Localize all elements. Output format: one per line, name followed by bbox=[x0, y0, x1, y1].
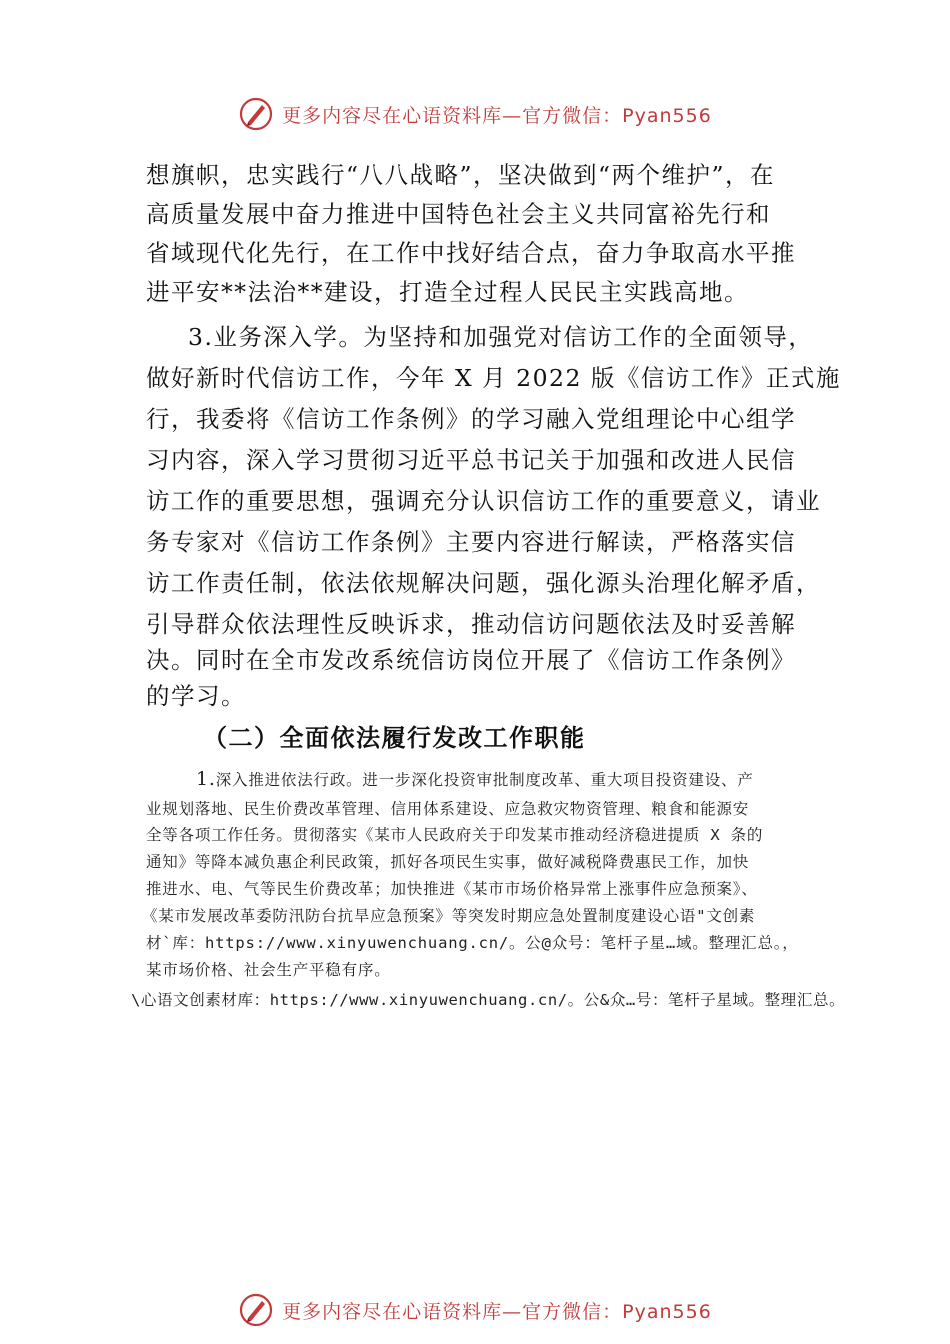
footer-banner bbox=[0, 1290, 950, 1330]
body-line: 习内容，深入学习贯彻习近平总书记关于加强和改进人民信 bbox=[146, 446, 796, 474]
item-number: 1. bbox=[196, 768, 216, 790]
source-note-line: \心语文创素材库：https://www.xinyuwenchuang.cn/。公&众…号：笔杆子星域。整理汇总。 bbox=[131, 991, 846, 1009]
body-line: 高质量发展中奋力推进中国特色社会主义共同富裕先行和 bbox=[146, 200, 771, 228]
item-1-line: 某市场价格、社会生产平稳有序。 bbox=[146, 961, 391, 979]
body-line: 省域现代化先行，在工作中找好结合点，奋力争取高水平推 bbox=[146, 239, 796, 267]
body-line: 想旗帜，忠实践行“八八战略”，坚决做到“两个维护”，在 bbox=[146, 161, 776, 189]
header-wechat-id: Pyan556 bbox=[622, 104, 712, 127]
item-1-line: 材`库：https://www.xinyuwenchuang.cn/。公@众号：笔杆子星…域。整理汇总。， bbox=[146, 934, 799, 952]
body-line: 决。同时在全市发改系统信访岗位开展了《信访工作条例》 bbox=[146, 646, 796, 674]
body-line: 行，我委将《信访工作条例》的学习融入党组理论中心组学 bbox=[146, 405, 796, 433]
item-1-first-line bbox=[196, 768, 754, 791]
header-banner-text: 更多内容尽在心语资料库—官方微信：Pyan556 bbox=[282, 104, 712, 127]
body-line: 进平安**法治**建设，打造全过程人民民主实践高地。 bbox=[146, 278, 749, 306]
item-1-line: 通知》等降本减负惠企利民政策，抓好各项民生实事，做好减税降费惠民工作，加快 bbox=[146, 853, 750, 871]
item-1-text: 深入推进依法行政。进一步深化投资审批制度改革、重大项目投资建设、产 bbox=[215, 771, 754, 789]
item-1-line: 《某市发展改革委防汛防台抗旱应急预案》等突发时期应急处置制度建设心语"文创素 bbox=[142, 907, 756, 925]
item-1-line: 业规划落地、民生价费改革管理、信用体系建设、应急救灾物资管理、粮食和能源安 bbox=[146, 800, 750, 818]
body-line: 做好新时代信访工作，今年 X 月 2022 版《信访工作》正式施 bbox=[146, 364, 841, 392]
body-line: 访工作责任制，依法依规解决问题，强化源头治理化解矛盾， bbox=[146, 569, 821, 597]
item-1-line: 全等各项工作任务。贯彻落实《某市人民政府关于印发某市推动经济稳进提质 X 条的 bbox=[146, 826, 764, 844]
footer-banner-text: 更多内容尽在心语资料库—官方微信：Pyan556 bbox=[282, 1300, 712, 1323]
body-line: 引导群众依法理性反映诉求，推动信访问题依法及时妥善解 bbox=[146, 610, 796, 638]
body-line: 的学习。 bbox=[146, 682, 246, 710]
body-line: 访工作的重要思想，强调充分认识信访工作的重要意义，请业 bbox=[146, 487, 821, 515]
footer-wechat-id: Pyan556 bbox=[622, 1300, 712, 1323]
pen-circle-logo-icon bbox=[238, 1292, 274, 1328]
header-banner bbox=[0, 94, 950, 134]
pen-circle-logo-icon bbox=[238, 96, 274, 132]
body-line: 3.业务深入学。为坚持和加强党对信访工作的全面领导， bbox=[188, 323, 814, 351]
item-1-line: 推进水、电、气等民生价费改革；加快推进《某市市场价格异常上涨事件应急预案》、 bbox=[146, 880, 758, 898]
section-heading: （二）全面依法履行发改工作职能 bbox=[203, 724, 586, 752]
body-line: 务专家对《信访工作条例》主要内容进行解读，严格落实信 bbox=[146, 528, 796, 556]
